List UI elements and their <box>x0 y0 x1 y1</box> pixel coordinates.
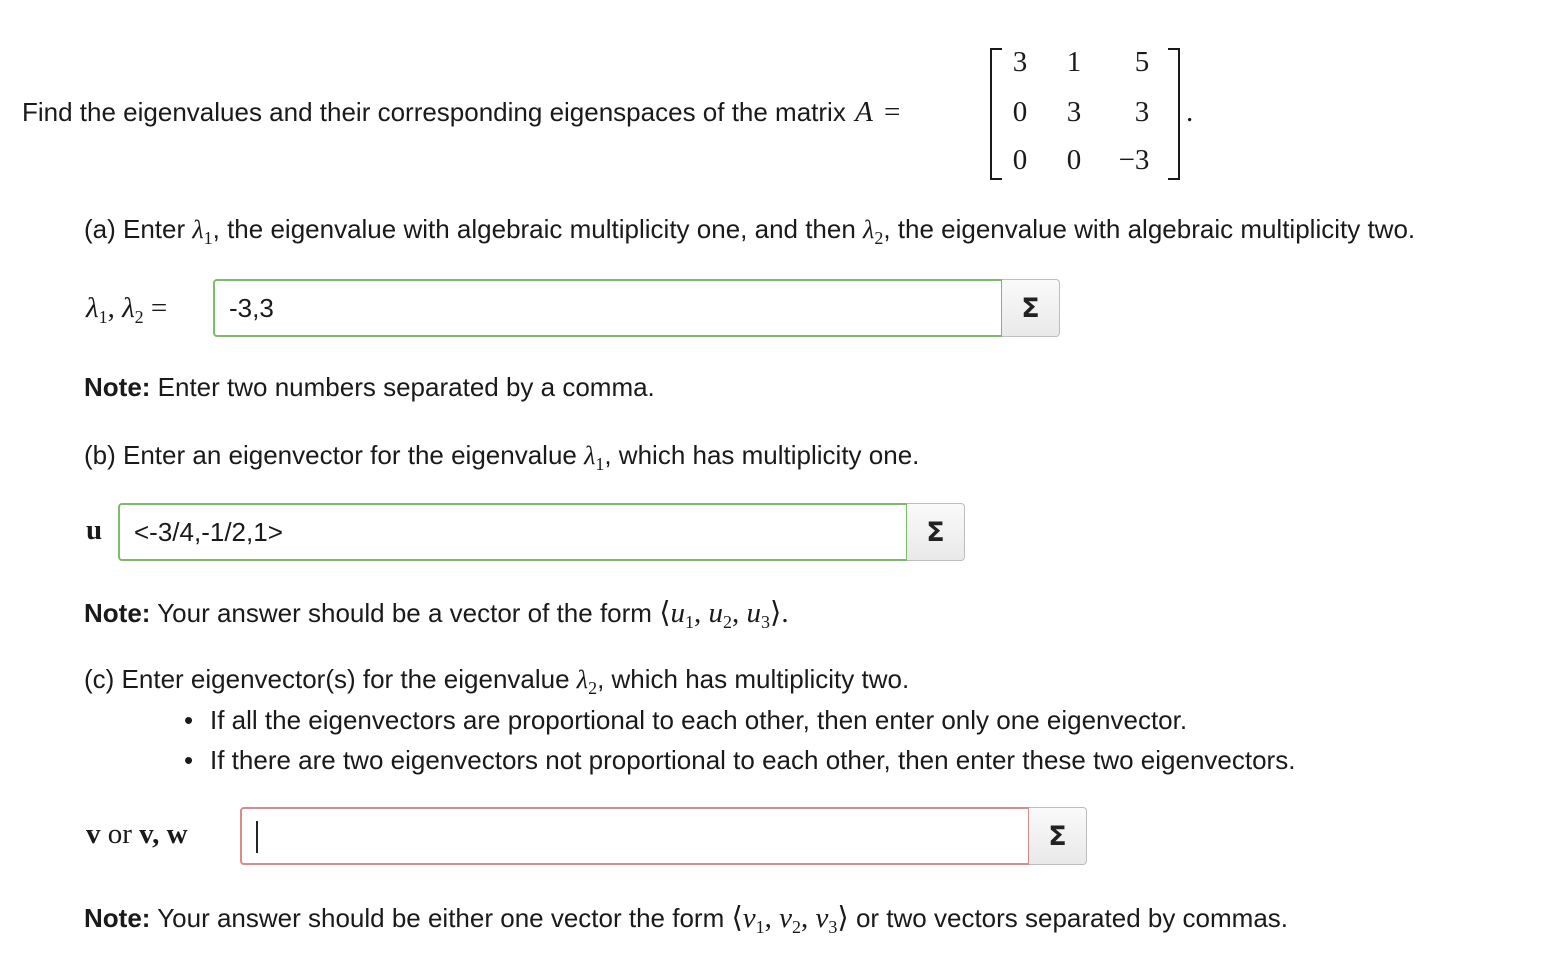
vw-input-label: v or v, w <box>86 818 188 850</box>
u-input-label: u <box>86 514 103 546</box>
matrix-cell: −3 <box>1118 144 1150 176</box>
matrix-cell: 1 <box>1066 46 1082 78</box>
matrix-a <box>988 44 1188 180</box>
matrix-period: . <box>1186 96 1194 128</box>
matrix-cell: 3 <box>1066 96 1082 128</box>
matrix-cell: 0 <box>1012 96 1028 128</box>
equation-editor-button-c[interactable] <box>1029 807 1087 865</box>
list-item: • If all the eigenvectors are proportional to each other, then enter only one eigenvector. <box>178 700 1295 740</box>
text-cursor <box>256 821 258 853</box>
equation-editor-button-a[interactable] <box>1002 279 1060 337</box>
problem-prompt: Find the eigenvalues and their corresponding eigenspaces of the matrix A = <box>22 96 901 128</box>
matrix-symbol: A <box>855 96 873 128</box>
matrix-cell: 0 <box>1066 144 1082 176</box>
matrix-cell: 5 <box>1134 46 1150 78</box>
eigenvalues-input[interactable] <box>213 279 1003 337</box>
part-a-question: (a) Enter $\lambda_1$, the eigenvalue with algebraic multiplicity one, and then $\lambda_2$, the eigenvalue with algebraic multiplicity two. <box>84 214 1416 248</box>
part-b-note: Note: Your answer should be a vector of the form $⟨u_1$, $u_2$, $u_3⟩$. <box>84 597 789 632</box>
sigma-icon: Σ <box>926 516 945 548</box>
part-c-instructions <box>178 700 1295 780</box>
eigenvectors-vw-input[interactable] <box>242 809 1028 863</box>
sigma-icon: Σ <box>1021 292 1040 324</box>
lambda-input-label: $\lambda_1$, $\lambda_2$ = <box>86 292 168 327</box>
eigenvector-u-input[interactable] <box>118 503 908 561</box>
matrix-cell: 0 <box>1012 144 1028 176</box>
part-c-note: Note: Your answer should be either one vector the form $⟨v_1$, $v_2$, $v_3⟩$ or two vectors separated by commas. <box>84 902 1289 937</box>
matrix-cell: 3 <box>1012 46 1028 78</box>
equation-editor-button-b[interactable] <box>907 503 965 561</box>
sigma-icon: Σ <box>1048 820 1067 852</box>
part-b-question: (b) Enter an eigenvector for the eigenvalue $\lambda_1$, which has multiplicity one. <box>84 440 920 474</box>
matrix-right-bracket <box>1168 48 1180 180</box>
part-a-note: Note: Enter two numbers separated by a comma. <box>84 372 655 402</box>
eigenvectors-vw-input-box[interactable] <box>240 807 1030 865</box>
list-item: • If there are two eigenvectors not proportional to each other, then enter these two eigenvectors. <box>178 740 1295 780</box>
matrix-cell: 3 <box>1134 96 1150 128</box>
part-c-question: (c) Enter eigenvector(s) for the eigenvalue $\lambda_2$, which has multiplicity two. <box>84 664 910 698</box>
